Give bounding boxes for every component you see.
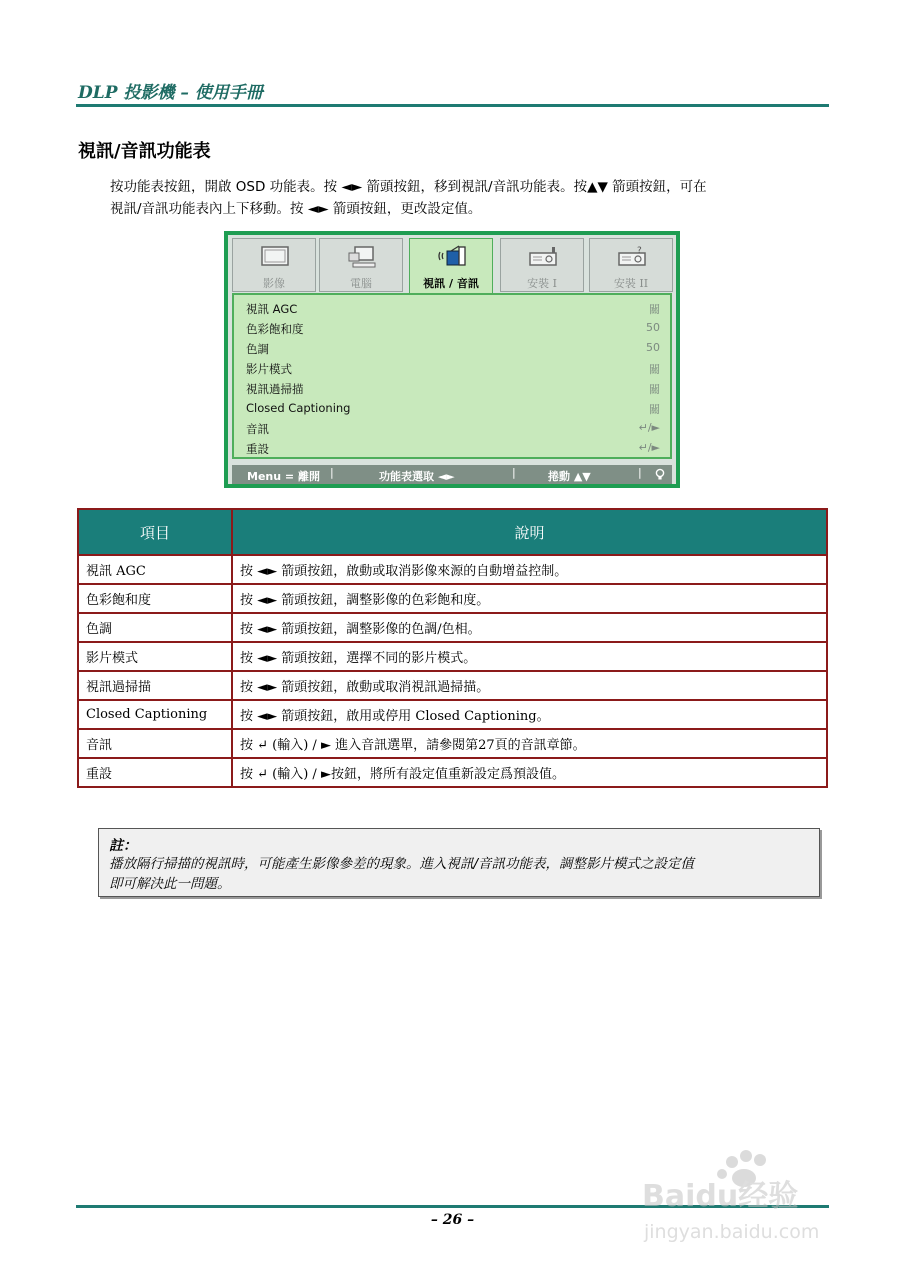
osd-item-closed-captioning[interactable]: Closed Captioning 關 [246,401,660,416]
settings-description-table [77,508,828,788]
watermark-url: jingyan.baidu.com [644,1221,820,1243]
table-cell-description: 按 ◄► 箭頭按鈕，啟動或取消視訊過掃描。 [232,671,827,700]
table-cell-description: 按 ↵ (輸入) / ►按鈕，將所有設定值重新設定爲預設值。 [232,758,827,787]
table-cell-item: 色彩飽和度 [78,584,232,613]
table-cell-item: 視訊 AGC [78,555,232,584]
tab-installation-1-label: 安裝 I [527,277,557,290]
osd-footer-separator: | [330,466,334,479]
table-row [78,729,827,758]
computer-icon [347,245,377,269]
osd-footer-scroll-hint: 捲動 ▲▼ [548,470,591,483]
table-cell-description: 按 ◄► 箭頭按鈕，調整影像的色彩飽和度。 [232,584,827,613]
table-cell-description: 按 ◄► 箭頭按鈕，選擇不同的影片模式。 [232,642,827,671]
table-header-row [78,509,827,555]
osd-menu-body [228,235,676,484]
osd-footer-separator: | [638,466,642,479]
note-title: 註： [109,838,137,854]
osd-footer-select-hint: 功能表選取 ◄► [379,470,455,483]
document-header-title: DLP 投影機 – 使用手冊 [78,83,263,103]
table-cell-description: 按 ◄► 箭頭按鈕，啟用或停用 Closed Captioning。 [232,700,827,729]
note-line-1: 播放隔行掃描的視訊時，可能產生影像參差的現象。進入視訊/音訊功能表，調整影片模式之設定值 [109,856,695,872]
header-divider [76,104,829,107]
intro-paragraph [110,176,830,220]
column-header-item: 項目 [78,509,232,555]
note-line-2: 即可解決此一問題。 [109,876,231,892]
svg-text:?: ? [637,246,642,256]
image-icon [260,245,290,269]
table-cell-item: 影片模式 [78,642,232,671]
column-header-description: 說明 [232,509,827,555]
section-title: 視訊/音訊功能表 [78,141,211,162]
table-row [78,584,827,613]
tab-image[interactable] [232,238,316,292]
table-cell-item: 色調 [78,613,232,642]
osd-settings-panel [232,293,672,459]
osd-item-saturation[interactable]: 色彩飽和度 50 [246,321,660,336]
osd-item-hue[interactable]: 色調 50 [246,341,660,356]
note-box [98,828,820,897]
osd-item-video-agc[interactable]: 視訊 AGC 關 [246,302,660,316]
osd-menu-screenshot [224,231,680,488]
video-audio-icon [437,245,467,269]
osd-footer-separator: | [512,466,516,479]
tab-installation-2[interactable] [589,238,673,292]
osd-footer-bar [232,465,672,484]
osd-item-film-mode[interactable]: 影片模式 關 [246,362,660,376]
intro-line-2: 視訊/音訊功能表內上下移動。按 ◄► 箭頭按鈕，更改設定值。 [110,201,482,217]
osd-item-audio[interactable]: 音訊 ↵/► [246,421,660,436]
table-row [78,555,827,584]
table-cell-description: 按 ◄► 箭頭按鈕，啟動或取消影像來源的自動增益控制。 [232,555,827,584]
osd-item-reset[interactable]: 重設 ↵/► [246,441,660,456]
table-cell-item: 視訊過掃描 [78,671,232,700]
table-cell-item: 音訊 [78,729,232,758]
table-row [78,758,827,787]
projector-settings-icon [528,245,558,269]
table-row [78,671,827,700]
intro-line-1: 按功能表按鈕，開啟 OSD 功能表。按 ◄► 箭頭按鈕，移到視訊/音訊功能表。按▲▼ 箭頭按鈕，可在 [110,179,707,195]
table-row [78,700,827,729]
note-text [109,854,809,894]
table-cell-description: 按 ↵ (輸入) / ► 進入音訊選單，請參閱第27頁的音訊章節。 [232,729,827,758]
table-row [78,613,827,642]
tab-video-audio-label: 視訊 / 音訊 [423,277,479,290]
page-number: – 26 – [430,1212,475,1228]
baidu-watermark [640,1148,860,1258]
tab-image-label: 影像 [263,277,285,290]
osd-item-overscan[interactable]: 視訊過掃描 關 [246,382,660,396]
tab-video-audio[interactable] [409,238,493,298]
projector-help-icon [617,245,647,269]
tab-computer[interactable] [319,238,403,292]
osd-footer-menu-hint: Menu = 離開 [247,470,320,483]
table-cell-description: 按 ◄► 箭頭按鈕，調整影像的色調/色相。 [232,613,827,642]
tab-computer-label: 電腦 [350,277,372,290]
lightbulb-icon [655,468,665,481]
table-cell-item: 重設 [78,758,232,787]
table-cell-item: Closed Captioning [78,700,232,729]
watermark-brand: Baidu经验 [642,1179,799,1214]
tab-installation-1[interactable] [500,238,584,292]
tab-installation-2-label: 安裝 II [613,277,649,290]
table-row [78,642,827,671]
